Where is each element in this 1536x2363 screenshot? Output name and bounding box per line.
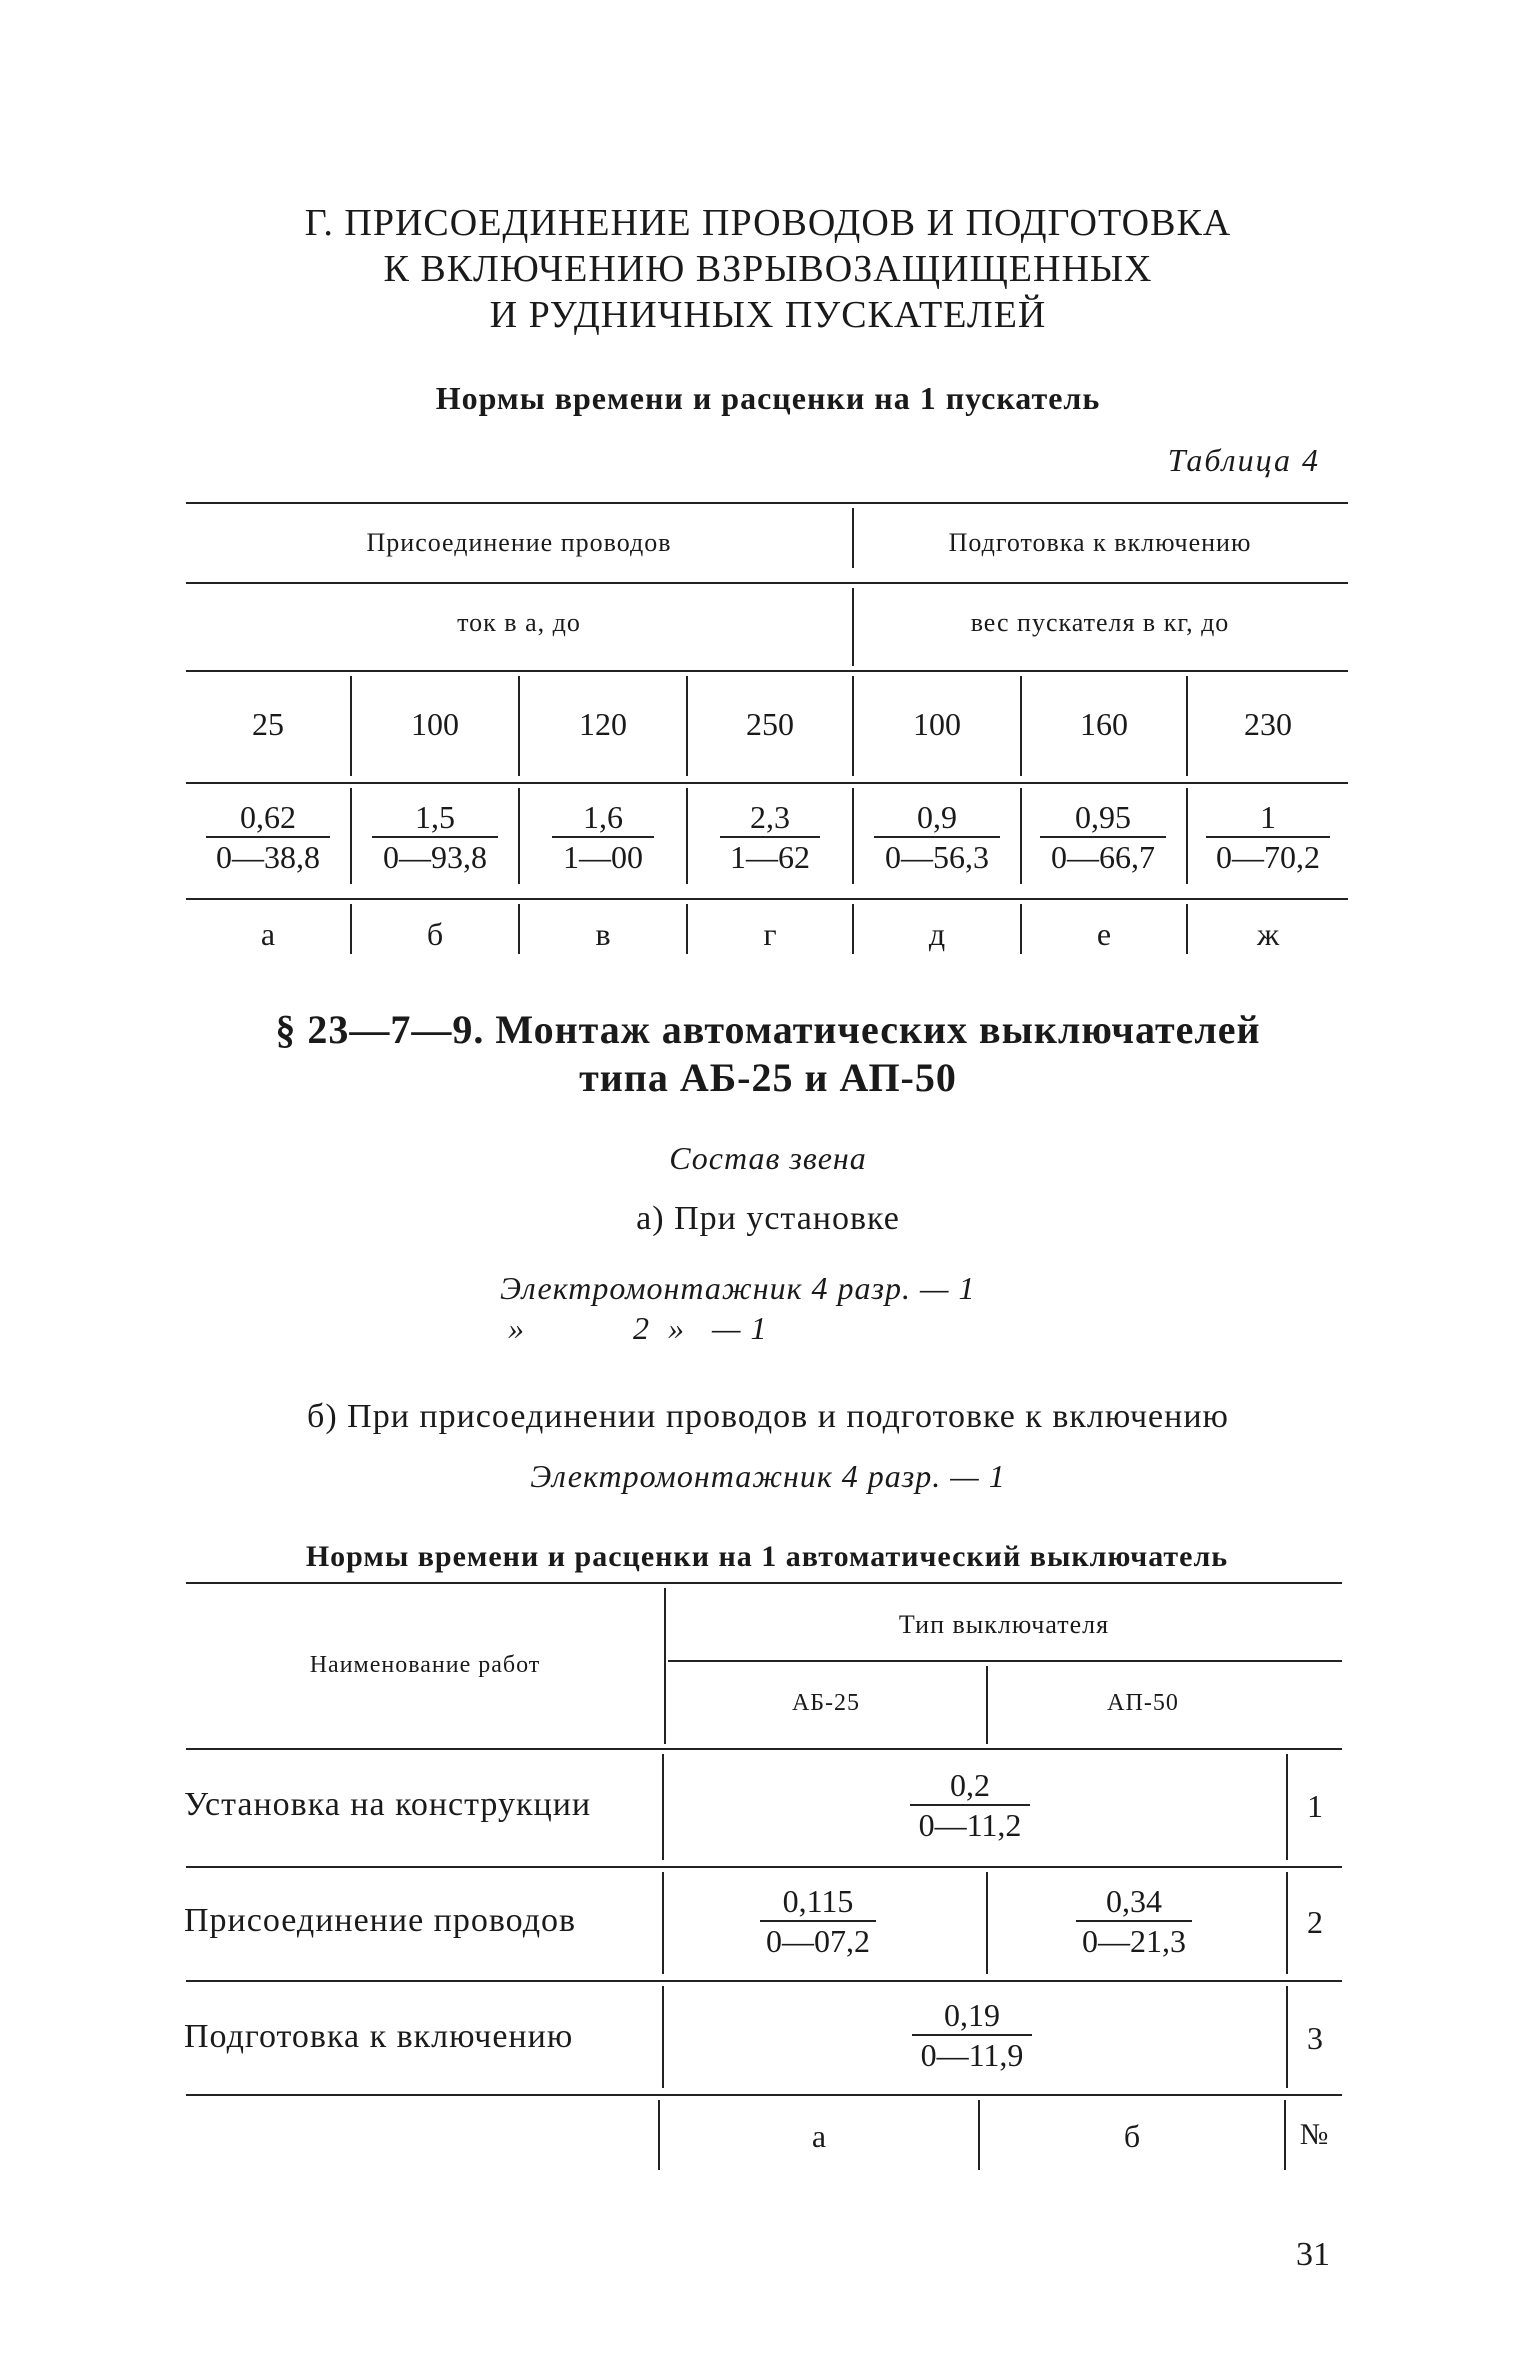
table5-row-1-norm — [910, 1766, 1030, 1844]
table5-footer-num: № — [1299, 2118, 1329, 2151]
norm-price: 0—21,3 — [1076, 1920, 1192, 1960]
table5-footer-a: а — [811, 2118, 827, 2154]
table5-row-2-ap-norm — [1076, 1882, 1192, 1960]
table4-letter-7: ж — [1256, 916, 1280, 952]
table5-row-3-num: 3 — [1307, 2020, 1323, 2056]
table5-heading: Нормы времени и расценки на 1 автоматический выключатель — [305, 1540, 1229, 1573]
table4-col-5: 100 — [913, 706, 961, 742]
section2-title-line-2: типа АБ-25 и АП-50 — [579, 1055, 957, 1100]
section-title-line-2: К ВКЛЮЧЕНИЮ ВЗРЫВОЗАЩИЩЕННЫХ — [383, 248, 1153, 290]
table4-norm-3 — [552, 798, 654, 876]
table4-label: Таблица 4 — [1167, 442, 1320, 478]
install-heading: а) При установке — [636, 1200, 900, 1237]
table5-col-type: Тип выключателя — [898, 1610, 1110, 1639]
norm-time: 2,3 — [750, 799, 790, 835]
table4-sub-connect: ток в а, до — [457, 608, 581, 637]
norm-price: 0—07,2 — [760, 1920, 876, 1960]
norm-time: 0,62 — [240, 799, 296, 835]
table4-col-2: 100 — [411, 706, 459, 742]
table4-letter-3: в — [595, 916, 611, 952]
table4-norm-5 — [874, 798, 1000, 876]
table4-col-6: 160 — [1080, 706, 1128, 742]
norm-price: 0—93,8 — [372, 836, 498, 876]
install-crew-line-1: Электромонтажник 4 разр. — 1 — [500, 1270, 976, 1306]
norm-price: 0—66,7 — [1040, 836, 1166, 876]
norm-time: 0,9 — [917, 799, 957, 835]
norm-price: 0—70,2 — [1206, 836, 1330, 876]
table5-col-name: Наименование работ — [309, 1652, 541, 1678]
norm-price: 0—11,9 — [912, 2034, 1032, 2074]
section-title-line-1: Г. ПРИСОЕДИНЕНИЕ ПРОВОДОВ И ПОДГОТОВКА — [304, 202, 1232, 244]
table5-row-3-norm — [912, 1996, 1032, 2074]
norm-time: 0,2 — [950, 1767, 990, 1803]
crew-heading: Состав звена — [669, 1140, 867, 1176]
table4-norm-6 — [1040, 798, 1166, 876]
norm-price: 0—38,8 — [206, 836, 330, 876]
table4-norm-7 — [1206, 798, 1330, 876]
table5-row-3-name: Подготовка к включению — [184, 2018, 574, 2055]
table4-letter-6: е — [1096, 916, 1112, 952]
table4-col-4: 250 — [746, 706, 794, 742]
table4-norm-2 — [372, 798, 498, 876]
section-title-line-3: И РУДНИЧНЫХ ПУСКАТЕЛЕЙ — [489, 294, 1047, 336]
norm-time: 0,19 — [944, 1997, 1000, 2033]
norm-time: 0,95 — [1075, 799, 1131, 835]
norm-price: 1—62 — [720, 836, 820, 876]
table4-heading: Нормы времени и расценки на 1 пускатель — [435, 380, 1101, 416]
norm-time: 0,34 — [1106, 1883, 1162, 1919]
table5-row-2-name: Присоединение проводов — [184, 1902, 577, 1939]
norm-time: 1 — [1260, 799, 1276, 835]
table5-row-2-ab-norm — [760, 1882, 876, 1960]
table5-row-1-num: 1 — [1307, 1788, 1323, 1824]
table4-group-connect: Присоединение проводов — [366, 528, 672, 557]
page-number: 31 — [1296, 2236, 1330, 2273]
install-crew-line-2: » 2 » — 1 — [508, 1310, 768, 1346]
norm-price: 1—00 — [552, 836, 654, 876]
section2-title-line-1: § 23—7—9. Монтаж автоматических выключателей — [275, 1007, 1261, 1052]
connect-heading: б) При присоединении проводов и подготовке к включению — [307, 1398, 1229, 1435]
norm-price: 0—56,3 — [874, 836, 1000, 876]
table5-row-1-name: Установка на конструкции — [184, 1786, 592, 1823]
norm-time: 0,115 — [782, 1883, 854, 1919]
table4-letter-5: д — [928, 916, 946, 952]
table4-letter-4: г — [763, 916, 777, 952]
table4-col-1: 25 — [252, 706, 284, 742]
table4-norm-1 — [206, 798, 330, 876]
table5-footer-b: б — [1123, 2118, 1141, 2154]
norm-time: 1,6 — [583, 799, 623, 835]
connect-crew: Электромонтажник 4 разр. — 1 — [530, 1458, 1006, 1494]
table4-group-prepare: Подготовка к включению — [948, 528, 1252, 557]
table4-col-3: 120 — [579, 706, 627, 742]
norm-time: 1,5 — [415, 799, 455, 835]
table5-col-ab: АБ-25 — [791, 1690, 861, 1716]
table4-col-7: 230 — [1244, 706, 1292, 742]
table4-norm-4 — [720, 798, 820, 876]
table4-sub-prepare: вес пускателя в кг, до — [970, 608, 1230, 637]
table5-row-2-num: 2 — [1307, 1904, 1323, 1940]
table4-letter-1: а — [260, 916, 276, 952]
table4-letter-2: б — [426, 916, 444, 952]
norm-price: 0—11,2 — [910, 1804, 1030, 1844]
table5-col-ap: АП-50 — [1107, 1690, 1179, 1716]
